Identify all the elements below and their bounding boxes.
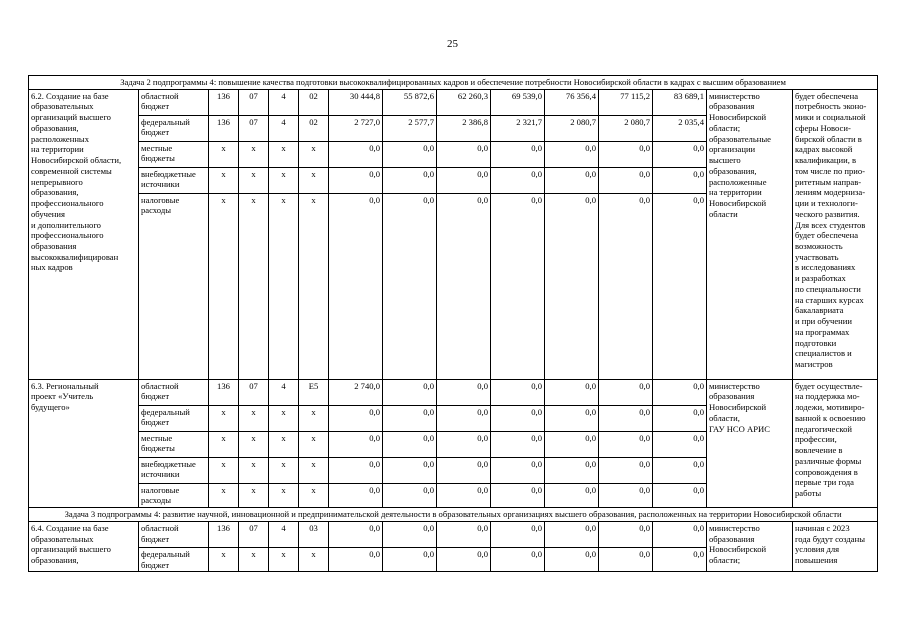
value-cell: 0,0 [383, 521, 437, 547]
value-cell: 0,0 [599, 521, 653, 547]
value-cell: 0,0 [437, 193, 491, 379]
code-cell: х [239, 547, 269, 571]
value-cell: 0,0 [329, 167, 383, 193]
code-cell: х [299, 457, 329, 483]
value-cell: 0,0 [437, 141, 491, 167]
code-cell: 02 [299, 115, 329, 141]
value-cell: 69 539,0 [491, 89, 545, 115]
value-cell: 0,0 [653, 483, 707, 507]
table-row [29, 89, 878, 115]
value-cell: 0,0 [383, 141, 437, 167]
value-cell: 0,0 [329, 521, 383, 547]
value-cell: 2 577,7 [383, 115, 437, 141]
code-cell: х [209, 457, 239, 483]
responsible-executor: министерство образования Новосибирской области; образовательные организации высшего образования, расположенные на территории Новосибирской области [707, 89, 793, 379]
value-cell: 0,0 [437, 379, 491, 405]
value-cell: 0,0 [383, 483, 437, 507]
program-table [28, 75, 878, 572]
code-cell: х [269, 141, 299, 167]
task-header: Задача 3 подпрограммы 4: развитие научной, инновационной и предпринимательской деятельности в образовательных организациях высшего образования, расположенных на территории Новосибирской области [29, 508, 878, 522]
value-cell: 0,0 [329, 405, 383, 431]
value-cell: 2 080,7 [545, 115, 599, 141]
code-cell: х [299, 547, 329, 571]
value-cell: 0,0 [491, 193, 545, 379]
value-cell: 0,0 [599, 141, 653, 167]
code-cell: х [299, 167, 329, 193]
value-cell: 0,0 [329, 483, 383, 507]
code-cell: х [299, 405, 329, 431]
value-cell: 0,0 [653, 547, 707, 571]
funding-source: местные бюджеты [139, 431, 209, 457]
value-cell: 0,0 [491, 141, 545, 167]
value-cell: 0,0 [491, 521, 545, 547]
funding-source: федеральный бюджет [139, 405, 209, 431]
code-cell: х [239, 141, 269, 167]
value-cell: 0,0 [599, 457, 653, 483]
funding-source: областной бюджет [139, 89, 209, 115]
value-cell: 0,0 [383, 167, 437, 193]
value-cell: 2 080,7 [599, 115, 653, 141]
value-cell: 0,0 [545, 547, 599, 571]
code-cell: х [209, 193, 239, 379]
value-cell: 62 260,3 [437, 89, 491, 115]
task-header: Задача 2 подпрограммы 4: повышение качества подготовки высококвалифицированных кадров и обеспечение потребности Новосибирской области в кадрах с высшим образованием [29, 76, 878, 90]
value-cell: 0,0 [653, 379, 707, 405]
code-cell: Е5 [299, 379, 329, 405]
value-cell: 0,0 [599, 193, 653, 379]
value-cell: 0,0 [545, 483, 599, 507]
value-cell: 0,0 [545, 521, 599, 547]
code-cell: х [209, 167, 239, 193]
value-cell: 30 444,8 [329, 89, 383, 115]
code-cell: х [299, 483, 329, 507]
value-cell: 0,0 [653, 431, 707, 457]
code-cell: 136 [209, 89, 239, 115]
code-cell: х [269, 405, 299, 431]
expected-result: будет осуществле- на поддержка мо- лодежи, мотивиро- ванной к освоению педагогической профессии, вовлечение в различные формы сопровождения в первые три года работы [793, 379, 878, 507]
code-cell: 07 [239, 115, 269, 141]
code-cell: х [299, 193, 329, 379]
funding-source: налоговые расходы [139, 483, 209, 507]
code-cell: х [209, 547, 239, 571]
value-cell: 2 740,0 [329, 379, 383, 405]
item-title: 6.3. Региональный проект «Учитель будущего» [29, 379, 139, 507]
value-cell: 0,0 [545, 457, 599, 483]
value-cell: 0,0 [329, 431, 383, 457]
funding-source: федеральный бюджет [139, 547, 209, 571]
expected-result: начиная с 2023 года будут созданы условия для повышения [793, 521, 878, 571]
value-cell: 0,0 [653, 405, 707, 431]
value-cell: 0,0 [383, 431, 437, 457]
value-cell: 0,0 [545, 167, 599, 193]
value-cell: 0,0 [599, 483, 653, 507]
responsible-executor: министерство образования Новосибирской области, ГАУ НСО АРИС [707, 379, 793, 507]
code-cell: 4 [269, 379, 299, 405]
value-cell: 0,0 [653, 457, 707, 483]
code-cell: 136 [209, 521, 239, 547]
value-cell: 0,0 [383, 547, 437, 571]
table-row [29, 379, 878, 405]
task-header-row [29, 508, 878, 522]
value-cell: 77 115,2 [599, 89, 653, 115]
expected-result: будет обеспечена потребность эконо- мики и социальной сферы Новоси- бирской области в кадрах высокой квалификации, в том числе по прио- ритетным направ- лениям модерниза- ции и технологи- ческого развития. Для всех студентов будет обеспечена возможность участвовать в исследованиях и разработках по специальности на старших курсах бакалавриата и при обучении на программах подготовки специалистов и магистров [793, 89, 878, 379]
code-cell: х [239, 483, 269, 507]
code-cell: 136 [209, 379, 239, 405]
code-cell: 4 [269, 521, 299, 547]
value-cell: 0,0 [437, 405, 491, 431]
funding-source: федеральный бюджет [139, 115, 209, 141]
code-cell: х [209, 431, 239, 457]
value-cell: 0,0 [491, 379, 545, 405]
code-cell: х [209, 483, 239, 507]
value-cell: 0,0 [545, 405, 599, 431]
code-cell: 03 [299, 521, 329, 547]
value-cell: 76 356,4 [545, 89, 599, 115]
code-cell: х [299, 141, 329, 167]
table-body [29, 76, 878, 572]
task-header-row [29, 76, 878, 90]
value-cell: 0,0 [653, 167, 707, 193]
page-number: 25 [447, 38, 458, 50]
value-cell: 0,0 [437, 167, 491, 193]
value-cell: 2 386,8 [437, 115, 491, 141]
code-cell: 4 [269, 89, 299, 115]
value-cell: 0,0 [491, 457, 545, 483]
item-title: 6.2. Создание на базе образовательных организаций высшего образования, расположенных на территории Новосибирской области, современной системы непрерывного образования, профессионального обучения и дополнительного профессионального образования высококвалифицирован ных кадров [29, 89, 139, 379]
value-cell: 0,0 [329, 457, 383, 483]
value-cell: 0,0 [599, 431, 653, 457]
value-cell: 0,0 [383, 379, 437, 405]
value-cell: 0,0 [437, 457, 491, 483]
value-cell: 0,0 [653, 193, 707, 379]
value-cell: 0,0 [491, 405, 545, 431]
code-cell: 4 [269, 115, 299, 141]
code-cell: х [269, 457, 299, 483]
code-cell: х [269, 193, 299, 379]
value-cell: 0,0 [599, 547, 653, 571]
code-cell: х [239, 193, 269, 379]
value-cell: 0,0 [545, 379, 599, 405]
value-cell: 2 035,4 [653, 115, 707, 141]
value-cell: 0,0 [545, 193, 599, 379]
value-cell: 2 727,0 [329, 115, 383, 141]
value-cell: 0,0 [329, 193, 383, 379]
funding-source: внебюджетные источники [139, 457, 209, 483]
value-cell: 0,0 [437, 521, 491, 547]
code-cell: х [269, 547, 299, 571]
code-cell: 136 [209, 115, 239, 141]
code-cell: х [209, 141, 239, 167]
value-cell: 83 689,1 [653, 89, 707, 115]
value-cell: 55 872,6 [383, 89, 437, 115]
code-cell: 07 [239, 89, 269, 115]
funding-source: областной бюджет [139, 379, 209, 405]
value-cell: 0,0 [653, 521, 707, 547]
code-cell: х [209, 405, 239, 431]
responsible-executor: министерство образования Новосибирской области; [707, 521, 793, 571]
value-cell: 0,0 [383, 405, 437, 431]
code-cell: х [269, 167, 299, 193]
value-cell: 0,0 [599, 379, 653, 405]
value-cell: 0,0 [329, 141, 383, 167]
value-cell: 0,0 [545, 431, 599, 457]
value-cell: 0,0 [545, 141, 599, 167]
value-cell: 0,0 [491, 547, 545, 571]
value-cell: 0,0 [599, 405, 653, 431]
value-cell: 2 321,7 [491, 115, 545, 141]
funding-source: внебюджетные источники [139, 167, 209, 193]
code-cell: 07 [239, 379, 269, 405]
value-cell: 0,0 [491, 483, 545, 507]
value-cell: 0,0 [383, 193, 437, 379]
value-cell: 0,0 [383, 457, 437, 483]
code-cell: х [239, 167, 269, 193]
value-cell: 0,0 [653, 141, 707, 167]
code-cell: х [299, 431, 329, 457]
funding-source: областной бюджет [139, 521, 209, 547]
value-cell: 0,0 [491, 431, 545, 457]
code-cell: х [239, 405, 269, 431]
code-cell: х [239, 431, 269, 457]
value-cell: 0,0 [437, 431, 491, 457]
value-cell: 0,0 [491, 167, 545, 193]
code-cell: 07 [239, 521, 269, 547]
code-cell: х [269, 483, 299, 507]
value-cell: 0,0 [329, 547, 383, 571]
value-cell: 0,0 [437, 547, 491, 571]
code-cell: 02 [299, 89, 329, 115]
funding-source: налоговые расходы [139, 193, 209, 379]
funding-source: местные бюджеты [139, 141, 209, 167]
code-cell: х [269, 431, 299, 457]
value-cell: 0,0 [599, 167, 653, 193]
value-cell: 0,0 [437, 483, 491, 507]
code-cell: х [239, 457, 269, 483]
item-title: 6.4. Создание на базе образовательных организаций высшего образования, [29, 521, 139, 571]
table-row [29, 521, 878, 547]
